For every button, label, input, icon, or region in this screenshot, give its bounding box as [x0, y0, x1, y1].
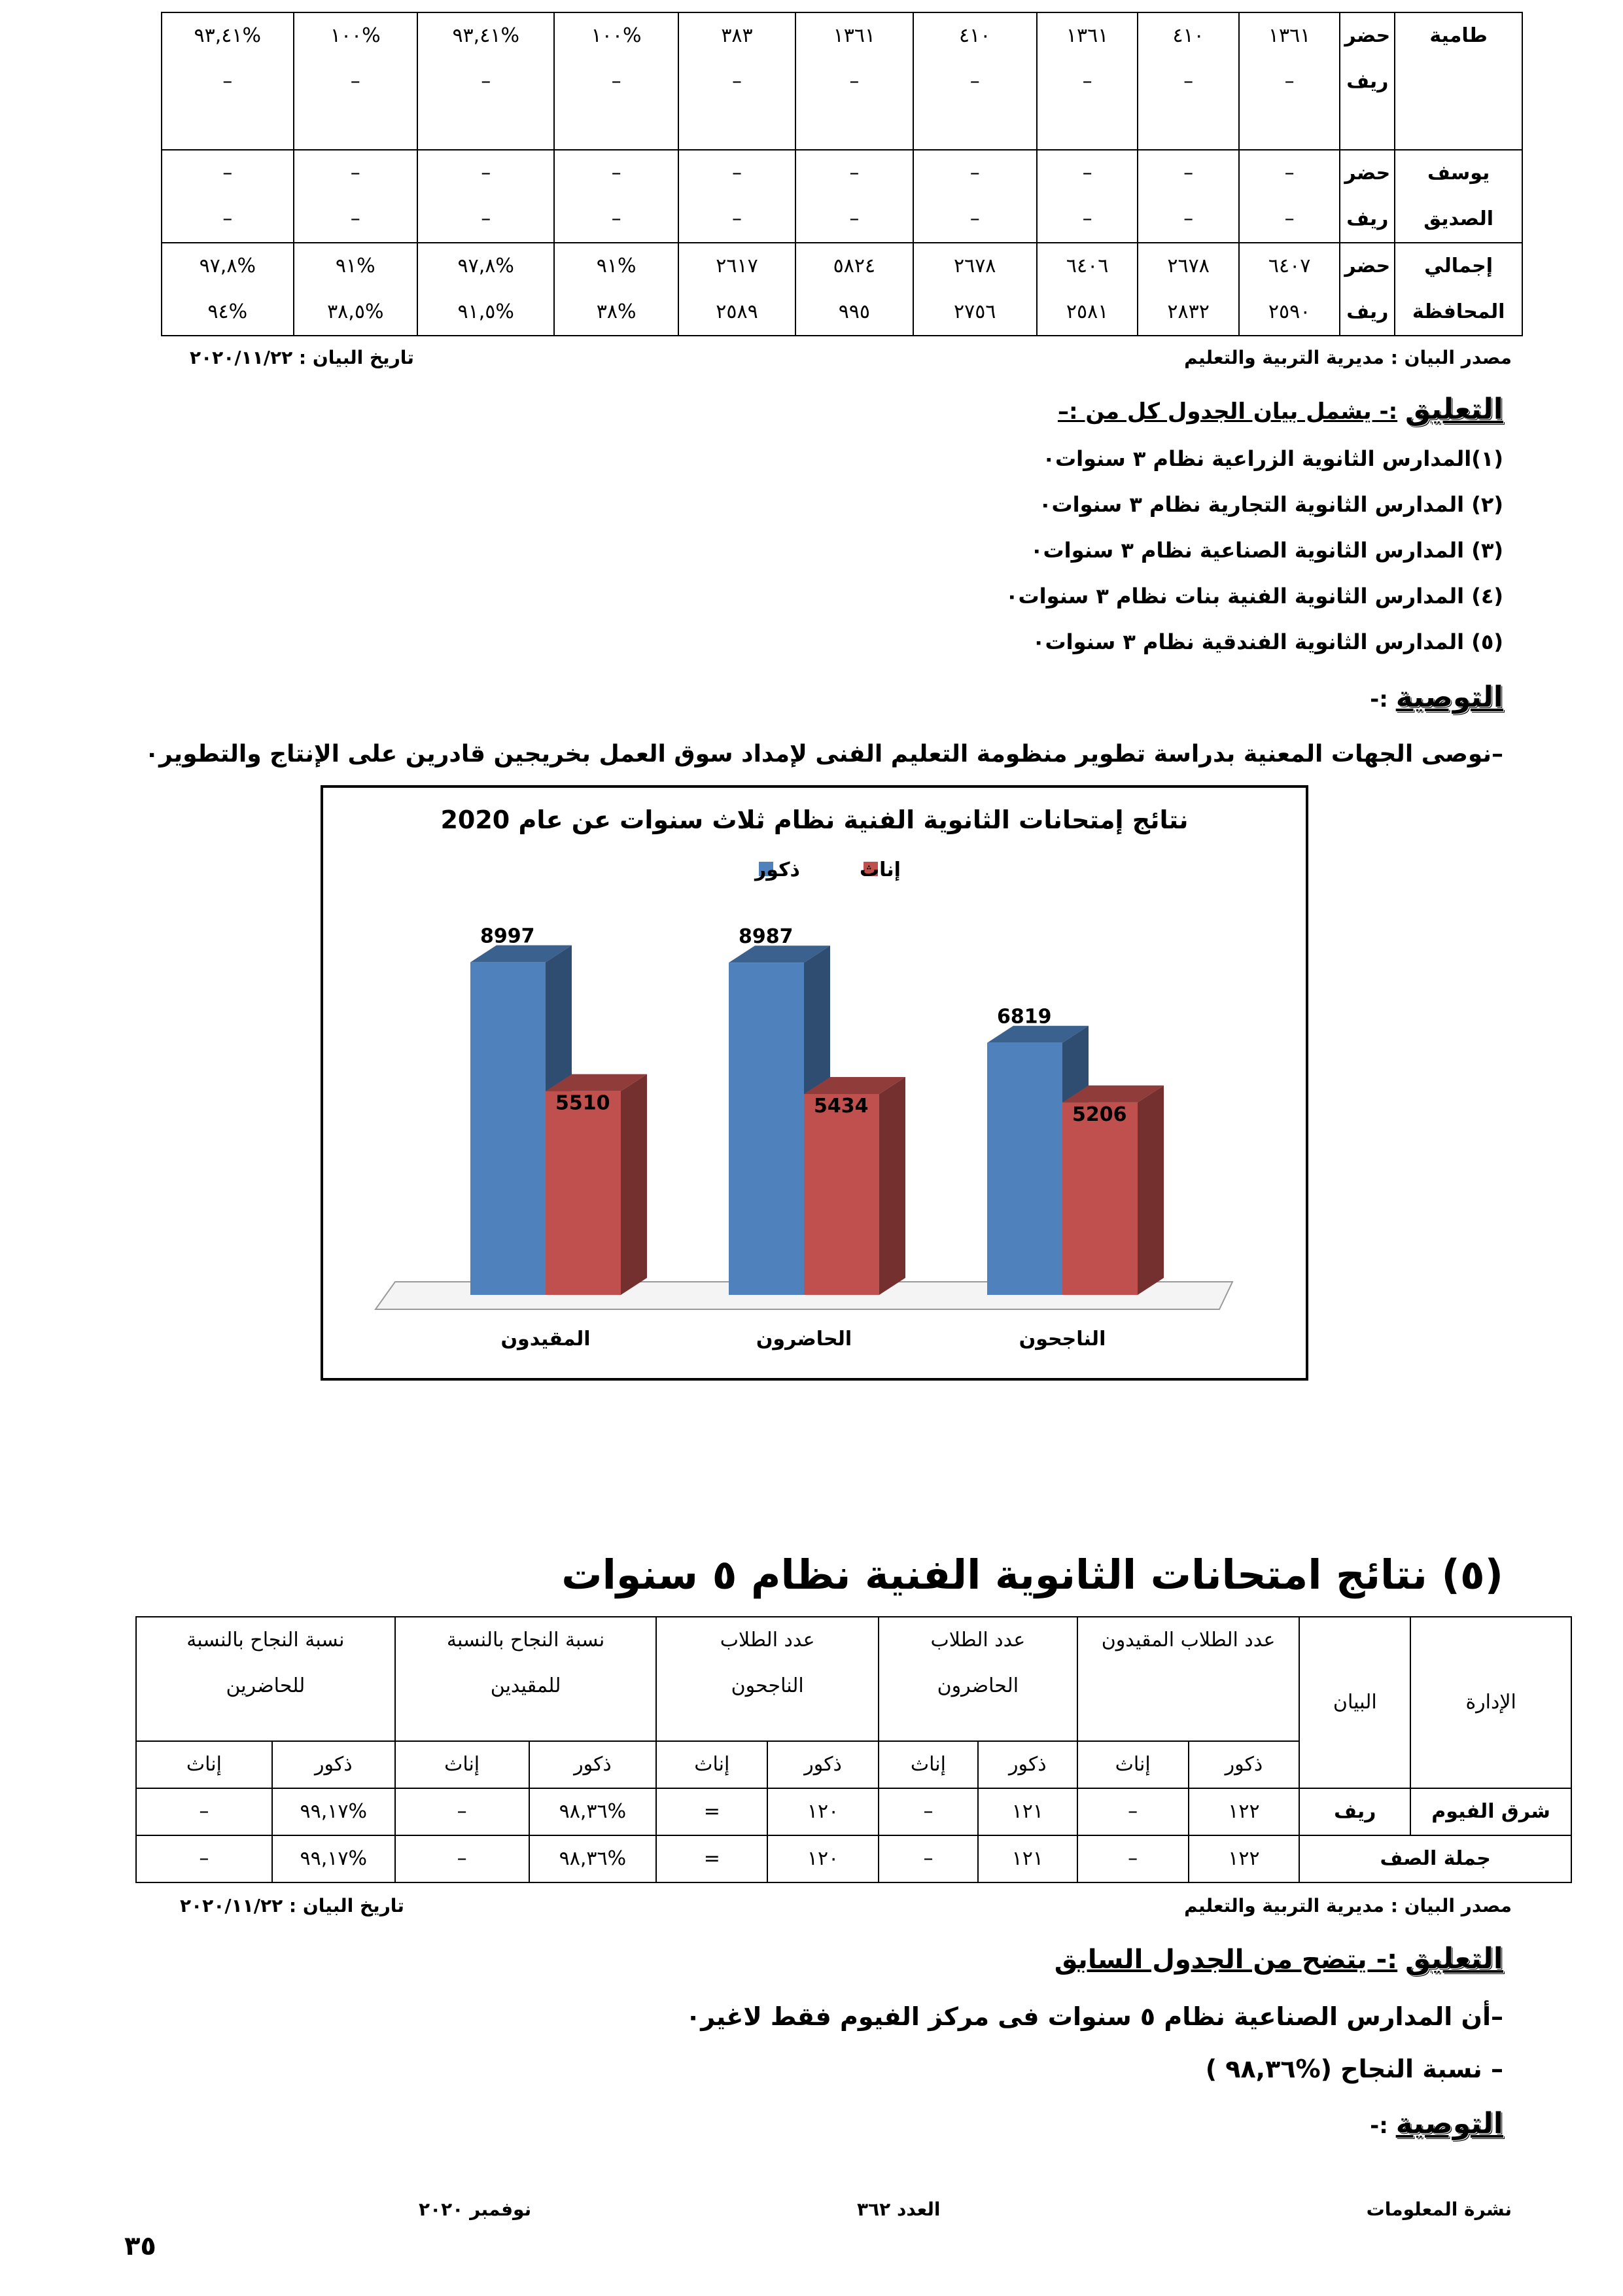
cell-value: ٢٦٧٨: [1167, 255, 1210, 277]
table-cell: –: [1077, 1835, 1189, 1882]
cell-value: –: [849, 162, 860, 185]
footer-date: نوفمبر ٢٠٢٠: [419, 2199, 532, 2220]
cell-value: ٢٦١٧: [716, 255, 758, 277]
cell-value: ٢٦٧٨: [953, 255, 996, 277]
row-admin: شرق الفيوم: [1410, 1788, 1571, 1835]
table-cell: [1239, 12, 1340, 150]
cell-value: ٢٧٥٦: [953, 300, 996, 323]
table-cell: ١٢١: [978, 1835, 1077, 1882]
row-data: ريف: [1299, 1788, 1410, 1835]
footer-publication: نشرة المعلومات: [1366, 2199, 1512, 2220]
cell-value: –: [1284, 207, 1295, 230]
comment2-heading: [1055, 1942, 1503, 1975]
header-male: ذكور: [767, 1741, 879, 1788]
bar-male: [729, 963, 804, 1295]
results-chart-svg: [323, 788, 1306, 1378]
row-type-line: ريف: [1346, 70, 1389, 93]
table-cell: [1138, 243, 1239, 336]
table-cell: –: [1077, 1788, 1189, 1835]
cell-value: –: [1183, 162, 1194, 185]
table-cell: –: [879, 1788, 978, 1835]
table2-date: تاريخ البيان : ٢٠٢٠/١١/٢٢: [180, 1895, 404, 1916]
cell-value: ٦٤٠٧: [1268, 255, 1311, 277]
cell-value: ٢٥٩٠: [1268, 300, 1311, 323]
cell-value: %٣٨,٥: [327, 300, 384, 323]
row-type-line: ريف: [1346, 207, 1389, 230]
header-line: عدد الطلاب: [720, 1629, 815, 1651]
comment1-text: :- يشمل بيان الجدول كل من :–: [1057, 398, 1398, 425]
table-cell: [1037, 12, 1138, 150]
row-type-line: ريف: [1346, 300, 1389, 323]
data-label: 5510: [555, 1091, 610, 1115]
header-male: ذكور: [272, 1741, 395, 1788]
cell-value: ١٣٦١: [833, 24, 876, 47]
header-female: إناث: [1077, 1741, 1189, 1788]
chart-title: نتائج إمتحانات الثانوية الفنية نظام ثلاث سنوات عن عام 2020: [440, 805, 1189, 834]
comment2-text: :- يتضح من الجدول السابق: [1054, 1945, 1398, 1975]
cell-value: %٩٣,٤١: [452, 24, 519, 47]
row-label-line: يوسف: [1427, 162, 1490, 185]
row-type-line: حضر: [1344, 24, 1391, 47]
table-cell: [162, 243, 294, 336]
table-cell: =: [656, 1788, 767, 1835]
data-label: 5206: [1072, 1103, 1127, 1126]
table-cell: [417, 243, 554, 336]
header-rate-enrolled: [395, 1617, 657, 1741]
cell-value: –: [731, 70, 742, 93]
row-label: [1395, 150, 1522, 243]
table-cell: [162, 150, 294, 243]
cell-value: ٢٥٨٩: [716, 300, 758, 323]
cell-value: –: [350, 70, 360, 93]
cell-value: –: [1082, 207, 1092, 230]
results-table-continued: [161, 12, 1523, 336]
section5-title: (٥) نتائج امتحانات الثانوية الفنية نظام ٥ سنوات: [561, 1551, 1503, 1598]
recommendation2-suffix: :-: [1370, 2113, 1388, 2139]
table-cell: [1239, 150, 1340, 243]
recommendation2-heading: [1370, 2107, 1503, 2140]
table-row: [136, 1788, 1571, 1835]
header-rate-present: [136, 1617, 395, 1741]
bar-male: [470, 963, 546, 1295]
table-cell: %٩٨,٣٦: [529, 1835, 657, 1882]
table-cell: %٩٩,١٧: [272, 1788, 395, 1835]
legend-label: إناث: [860, 858, 901, 881]
header-male: ذكور: [978, 1741, 1077, 1788]
recommendation1-label: التوصية: [1395, 680, 1503, 714]
cell-value: ٩٩٥: [838, 300, 871, 323]
bar-female: [804, 1094, 879, 1295]
comment1-item-4: (٤) المدارس الثانوية الفنية بنات نظام ٣ سنوات٠: [1005, 584, 1503, 609]
cell-value: –: [1082, 162, 1092, 185]
row-label-line: طامية: [1429, 24, 1488, 47]
header-female: إناث: [136, 1741, 272, 1788]
bar-side-female: [1138, 1086, 1164, 1295]
header-male: ذكور: [1189, 1741, 1300, 1788]
header-admin: الإدارة: [1410, 1617, 1571, 1788]
header-female: إناث: [879, 1741, 978, 1788]
comment1-item-5: (٥) المدارس الثانوية الفندقية نظام ٣ سنوات٠: [1032, 629, 1503, 654]
cell-value: –: [481, 70, 491, 93]
cell-value: –: [1284, 162, 1295, 185]
header-line: للمقيدين: [490, 1674, 561, 1697]
table-cell: [795, 150, 913, 243]
table-cell: ١٢١: [978, 1788, 1077, 1835]
cell-value: –: [969, 70, 980, 93]
table-row: [162, 12, 1522, 150]
table-cell: [913, 243, 1037, 336]
cell-value: ١٣٦١: [1066, 24, 1109, 47]
header-line: الحاضرون: [937, 1674, 1019, 1697]
cell-value: –: [611, 70, 621, 93]
cell-value: ٢٥٨١: [1066, 300, 1109, 323]
table-cell: [795, 243, 913, 336]
recommendation1-text: –نوصى الجهات المعنية بدراسة تطوير منظومة التعليم الفنى لإمداد سوق العمل بخريجين قادرين على الإنتاج والتطوير٠: [145, 741, 1503, 768]
bar-side-female: [879, 1077, 905, 1295]
table-cell: ١٢٠: [767, 1835, 879, 1882]
table-row: [162, 243, 1522, 336]
cell-value: –: [1082, 70, 1092, 93]
row-type: [1340, 12, 1395, 150]
cell-value: –: [481, 162, 491, 185]
recommendation1-suffix: :-: [1370, 686, 1388, 713]
cell-value: –: [222, 70, 233, 93]
cell-value: –: [849, 70, 860, 93]
cell-value: –: [849, 207, 860, 230]
page-number: ٣٥: [124, 2231, 156, 2261]
table-cell: %٩٨,٣٦: [529, 1788, 657, 1835]
row-type: [1340, 243, 1395, 336]
data-label: 6819: [997, 1005, 1052, 1029]
cell-value: ٤١٠: [1172, 24, 1204, 47]
cell-value: %٩١: [335, 255, 375, 277]
header-line: نسبة النجاح بالنسبة: [446, 1629, 605, 1651]
cell-value: –: [611, 162, 621, 185]
row-type: [1340, 150, 1395, 243]
row-label: [1395, 243, 1522, 336]
category-label: الناجحون: [1019, 1328, 1106, 1351]
cell-value: –: [1284, 70, 1295, 93]
table-cell: =: [656, 1835, 767, 1882]
table-cell: [678, 243, 795, 336]
footer-issue: العدد ٣٦٢: [857, 2199, 941, 2220]
table1-date: تاريخ البيان : ٢٠٢٠/١١/٢٢: [190, 347, 414, 368]
cell-value: %٩٤: [207, 300, 248, 323]
cell-value: ١٣٦١: [1268, 24, 1311, 47]
bar-female: [1062, 1103, 1138, 1295]
row-label-line: المحافظة: [1412, 300, 1505, 323]
table-cell: [554, 243, 678, 336]
header-female: إناث: [656, 1741, 767, 1788]
cell-value: ٤١٠: [959, 24, 991, 47]
bar-male: [987, 1043, 1062, 1295]
table-cell: ١٢٢: [1189, 1835, 1300, 1882]
table-cell: [417, 12, 554, 150]
row-label: [1395, 12, 1522, 150]
table-cell: –: [136, 1835, 272, 1882]
comment1-item-2: (٢) المدارس الثانوية التجارية نظام ٣ سنوات٠: [1038, 492, 1503, 517]
table2-source: مصدر البيان : مديرية التربية والتعليم: [1184, 1895, 1512, 1916]
cell-value: ٥٨٢٤: [833, 255, 876, 277]
row-label-line: الصديق: [1423, 207, 1493, 230]
header-line: نسبة النجاح بالنسبة: [186, 1629, 345, 1651]
table-cell: [294, 150, 417, 243]
table-cell: –: [136, 1788, 272, 1835]
table-cell: [913, 12, 1037, 150]
table-cell: [294, 243, 417, 336]
header-data: البيان: [1299, 1617, 1410, 1788]
results-chart: [321, 785, 1308, 1381]
cell-value: –: [731, 162, 742, 185]
table-cell: ١٢٠: [767, 1788, 879, 1835]
header-row: [136, 1617, 1571, 1741]
cell-value: ٦٤٠٦: [1066, 255, 1109, 277]
cell-value: –: [350, 162, 360, 185]
header-line: الناجحون: [731, 1674, 804, 1697]
row-type-line: حضر: [1344, 255, 1391, 277]
cell-value: %٩١: [596, 255, 637, 277]
table-row: [162, 150, 1522, 243]
table-cell: [1037, 243, 1138, 336]
bar-female: [546, 1091, 621, 1295]
table-cell: %٩٩,١٧: [272, 1835, 395, 1882]
category-label: المقيدون: [500, 1328, 591, 1351]
table-cell: [1138, 12, 1239, 150]
row-type-line: حضر: [1344, 162, 1391, 185]
cell-value: –: [611, 207, 621, 230]
table-cell: ١٢٢: [1189, 1788, 1300, 1835]
table-cell: [678, 12, 795, 150]
table-cell: [417, 150, 554, 243]
recommendation2-label: التوصية: [1395, 2107, 1503, 2140]
cell-value: –: [222, 207, 233, 230]
header-male: ذكور: [529, 1741, 657, 1788]
category-label: الحاضرون: [756, 1328, 852, 1351]
row-label-line: إجمالي: [1424, 255, 1493, 277]
cell-value: %٩٣,٤١: [194, 24, 262, 47]
cell-value: –: [350, 207, 360, 230]
cell-value: –: [481, 207, 491, 230]
table-cell: [795, 12, 913, 150]
header-line: للحاضرين: [226, 1674, 305, 1697]
cell-value: –: [1183, 70, 1194, 93]
cell-value: –: [969, 162, 980, 185]
table-cell: –: [395, 1835, 529, 1882]
table-row: [136, 1835, 1571, 1882]
cell-value: %٩٧,٨: [199, 255, 256, 277]
table-cell: [1138, 150, 1239, 243]
header-present: [879, 1617, 1077, 1741]
header-line: عدد الطلاب: [930, 1629, 1026, 1651]
cell-value: –: [969, 207, 980, 230]
cell-value: –: [222, 162, 233, 185]
row-admin: جملة الصف: [1299, 1835, 1571, 1882]
results-table-5years: [135, 1616, 1572, 1883]
cell-value: %٩١,٥: [457, 300, 514, 323]
table-cell: [162, 12, 294, 150]
cell-value: ٢٨٣٢: [1167, 300, 1210, 323]
cell-value: –: [731, 207, 742, 230]
header-passed: [656, 1617, 879, 1741]
table-cell: [294, 12, 417, 150]
recommendation1-heading: [1370, 680, 1503, 714]
cell-value: –: [1183, 207, 1194, 230]
table-cell: [913, 150, 1037, 243]
cell-value: %١٠٠: [591, 24, 642, 47]
table-cell: [1037, 150, 1138, 243]
data-label: 8987: [739, 925, 794, 949]
data-label: 8997: [480, 925, 535, 948]
cell-value: %١٠٠: [330, 24, 381, 47]
header-enrolled: [1077, 1617, 1300, 1741]
comment1-item-1: (١)المدارس الثانوية الزراعية نظام ٣ سنوات٠: [1042, 446, 1503, 471]
comment2-line2: – نسبة النجاح (%٩٨,٣٦ ): [1205, 2055, 1503, 2083]
comment1-heading: [1058, 393, 1503, 426]
table-cell: [554, 150, 678, 243]
comment1-item-3: (٣) المدارس الثانوية الصناعية نظام ٣ سنوات٠: [1030, 538, 1503, 563]
cell-value: ٣٨٣: [721, 24, 753, 47]
legend-label: ذكور: [755, 858, 800, 881]
data-label: 5434: [814, 1094, 869, 1118]
table-cell: –: [879, 1835, 978, 1882]
bar-side-female: [621, 1074, 647, 1295]
cell-value: %٩٧,٨: [457, 255, 514, 277]
header-line: عدد الطلاب المقيدون: [1101, 1629, 1276, 1651]
comment2-label: التعليق: [1405, 1942, 1503, 1975]
table-cell: [678, 150, 795, 243]
table1-source: مصدر البيان : مديرية التربية والتعليم: [1184, 347, 1512, 368]
comment2-line1: –أن المدارس الصناعية نظام ٥ سنوات فى مركز الفيوم فقط لاغير٠: [686, 2002, 1503, 2031]
comment1-label: التعليق: [1405, 393, 1503, 426]
header-female: إناث: [395, 1741, 529, 1788]
cell-value: %٣٨: [596, 300, 637, 323]
table-cell: [1239, 243, 1340, 336]
table-cell: –: [395, 1788, 529, 1835]
table-cell: [554, 12, 678, 150]
